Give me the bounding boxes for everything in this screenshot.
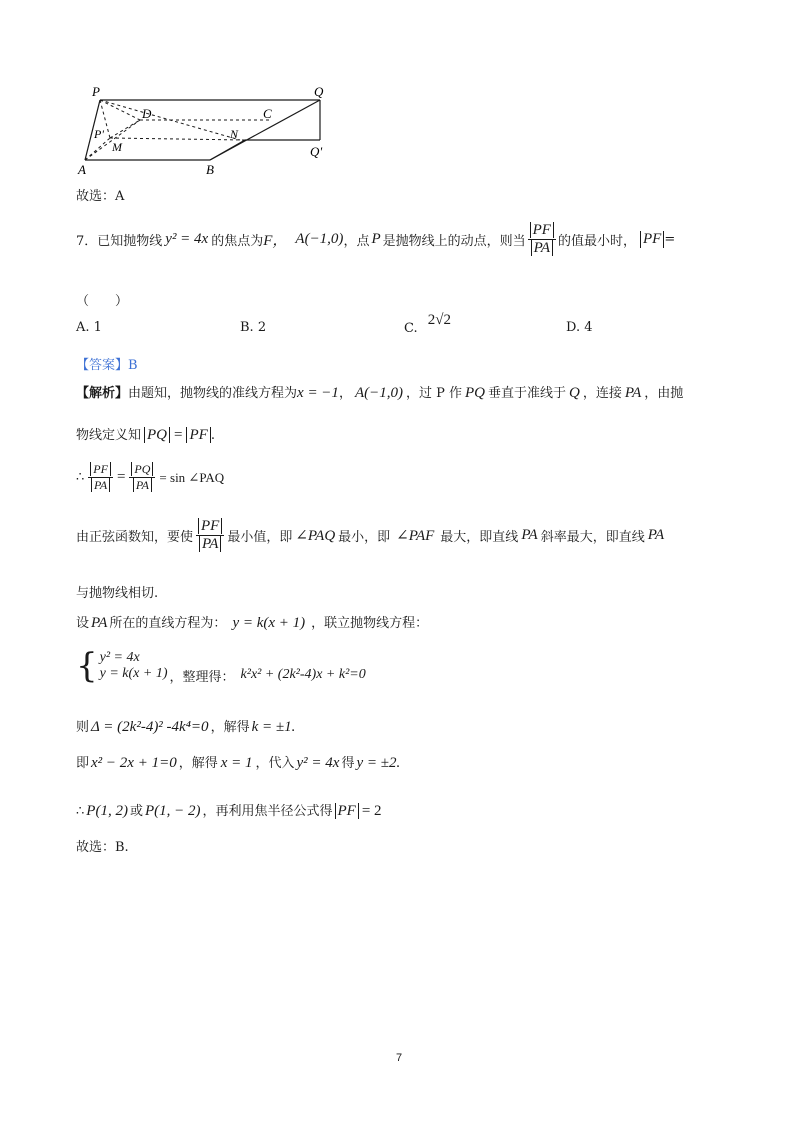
option-c-value: 2√2 — [427, 312, 451, 328]
analysis-line-11: 故选：B. — [76, 840, 129, 855]
answer-value: B — [128, 358, 138, 373]
answer-line — [76, 354, 138, 373]
q7-abs-pf: PF — [640, 231, 664, 248]
option-c: C. 2√2 — [404, 312, 451, 336]
label-D: D — [142, 106, 152, 121]
analysis-line-1: 【解析】由题知，抛物线的准线方程为x = −1， A(−1,0) ，过 P 作 PQ 垂直于准线于 Q ，连接 PA ，由抛 — [76, 385, 684, 401]
equation-system: { y² = 4x y = k(x + 1) ，整理得： k²x² + (2k²-4)x + k²=0 — [76, 646, 366, 686]
q7-point-p: P — [371, 231, 381, 247]
q7-text-3: 是抛物线上的动点，则当 — [382, 234, 526, 249]
page-number: 7 — [396, 1052, 403, 1064]
label-C: C — [263, 106, 272, 121]
label-A: A — [78, 162, 86, 177]
option-b: B. 2 — [240, 320, 267, 335]
q7-text-2: ，点 — [343, 234, 370, 249]
analysis-line-3: ∴ $\frac{PF}{PA}$ = $\frac{PQ}{PA}$ = sin ∠PAQ — [76, 462, 225, 492]
option-a: A. 1 — [76, 320, 102, 335]
system-eq-1: y² = 4x — [99, 650, 140, 665]
q7-text-4: 的值最小时， — [557, 234, 636, 249]
option-d: D. 4 — [566, 320, 593, 335]
q7-equals: = — [664, 232, 676, 247]
geometry-figure — [70, 78, 340, 180]
label-N: N — [230, 127, 239, 141]
analysis-line-6: 设 PA 所在的直线方程为： y = k(x + 1) ，联立抛物线方程： — [76, 615, 429, 631]
q7-text-1: 的焦点为 — [211, 234, 264, 249]
label-B: B — [206, 162, 214, 177]
system-result: k²x² + (2k²-4)x + k²=0 — [240, 667, 366, 682]
analysis-line-8: 则 Δ = (2k²-4)² -4k⁴=0 ，解得 k = ±1. — [76, 719, 296, 735]
q7-fraction: $\frac{PF}{PA}$ — [528, 222, 556, 257]
analysis-tag: 【解析】 — [76, 386, 129, 401]
q7-focus: F， — [263, 233, 288, 249]
label-Q: Q — [314, 84, 324, 99]
label-M: M — [112, 140, 122, 154]
q7-parabola-eq: y² = 4x — [165, 231, 209, 247]
analysis-line-2: 物线定义知 PQ = PF . — [76, 427, 215, 443]
label-P-prime: P' — [94, 127, 104, 141]
analysis-line-9: 即 x² − 2x + 1=0 ，解得 x = 1 ，代入 y² = 4x 得 y = ±2. — [76, 755, 401, 771]
analysis-line-10: ∴ P(1, 2) 或 P(1, − 2) ，再利用焦半径公式得 PF = 2 — [76, 803, 382, 819]
q7-point-a: A(−1,0) — [295, 231, 344, 247]
analysis-line-5: 与抛物线相切. — [76, 586, 159, 601]
label-Q-prime: Q' — [310, 144, 323, 159]
previous-answer: 故选：A — [76, 189, 125, 204]
q7-blank: （ ） — [76, 294, 129, 309]
answer-tag: 【答案】 — [76, 358, 129, 373]
label-P: P — [92, 84, 100, 99]
question-7 — [76, 222, 675, 257]
system-eq-2: y = k(x + 1) — [99, 666, 168, 681]
analysis-line-4: 由正弦函数知，要使 $\frac{PF}{PA}$ 最小值，即 ∠PAQ 最小，即 ∠PAF 最大，即直线 PA 斜率最大，即直线 PA — [76, 518, 665, 552]
q7-number: 7．已知抛物线 — [76, 234, 163, 249]
